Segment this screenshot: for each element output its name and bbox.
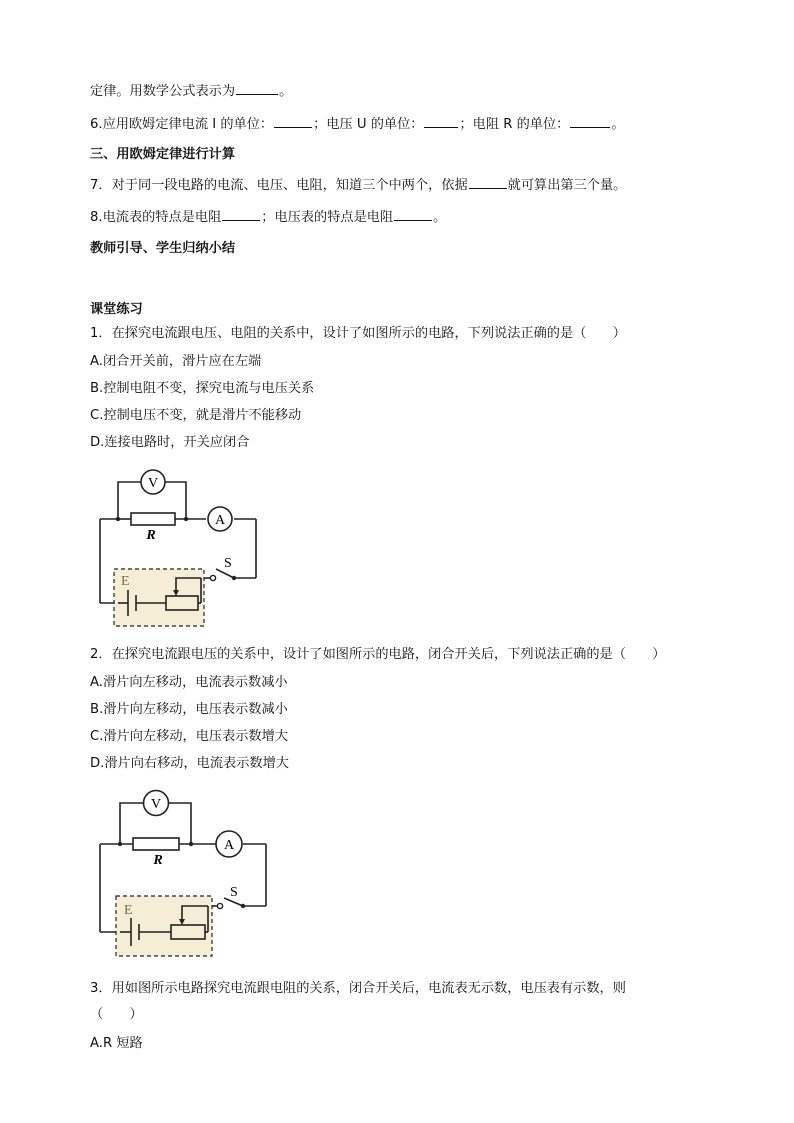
circuit-svg-2 [96,788,271,963]
question-1-option-b: B.控制电阻不变，探究电流与电压关系 [90,381,315,396]
answer-blank [570,115,610,128]
question-3-stem-continued: （ ） [90,1007,143,1022]
text-line-units [90,115,625,134]
line-7-suffix: 就可算出第三个量。 [507,178,627,193]
battery-label: E [124,903,133,918]
answer-blank [394,208,432,221]
voltmeter-label: V [150,797,162,812]
practice-heading: 课堂练习 [90,302,143,317]
law-formula-suffix: 。 [279,84,293,99]
resistor-symbol [131,513,175,525]
answer-blank [424,115,458,128]
question-1-option-c: C.控制电压不变，就是滑片不能移动 [90,408,302,423]
question-3-option-a: A.R 短路 [90,1036,143,1051]
line-8-part-2: ；电压表的特点是电阻 [261,210,394,225]
answer-blank [469,176,507,189]
circuit-svg-1 [96,466,261,631]
question-2-option-d: D.滑片向右移动，电流表示数增大 [90,756,289,771]
answer-blank [274,115,312,128]
voltmeter-label: V [147,476,159,491]
circuit-diagram-2 [96,788,271,963]
question-2-stem: 2．在探究电流跟电压的关系中，设计了如图所示的电路，闭合开关后，下列说法正确的是（ ） [90,647,666,662]
question-2-option-a: A.滑片向左移动，电流表示数减小 [90,675,288,690]
guide-heading: 教师引导、学生归纳小结 [90,241,236,256]
question-2-option-c: C.滑片向左移动，电压表示数增大 [90,729,289,744]
units-part-3: ；电阻 R 的单位： [459,117,570,132]
switch-label: S [224,556,232,571]
units-part-4: 。 [611,117,625,132]
question-1-option-d: D.连接电路时，开关应闭合 [90,435,250,450]
line-7-prefix: 7．对于同一段电路的电流、电压、电阻，知道三个中两个，依据 [90,178,468,193]
question-1-stem: 1．在探究电流跟电压、电阻的关系中，设计了如图所示的电路，下列说法正确的是（ ） [90,326,626,341]
text-line-7 [90,176,626,195]
units-part-2: ；电压 U 的单位： [313,117,424,132]
line-8-part-3: 。 [433,210,447,225]
resistor-symbol [133,838,179,850]
question-2-option-b: B.滑片向左移动，电压表示数减小 [90,702,288,717]
text-line-8 [90,208,446,227]
resistor-label: R [153,853,163,868]
law-formula-prefix: 定律。用数学公式表示为 [90,84,236,99]
battery-label: E [121,574,130,589]
section-heading-3: 三、用欧姆定律进行计算 [90,147,236,162]
resistor-label: R [146,528,156,543]
ammeter-label: A [223,838,235,853]
answer-blank [236,82,278,95]
answer-blank [222,208,260,221]
switch-label: S [230,885,238,900]
units-part-1: 6.应用欧姆定律电流 I 的单位： [90,117,274,132]
question-3-stem: 3．用如图所示电路探究电流跟电阻的关系，闭合开关后，电流表无示数，电压表有示数，则 [90,981,626,996]
text-line-law-formula [90,82,292,101]
ammeter-label: A [214,513,226,528]
line-8-part-1: 8.电流表的特点是电阻 [90,210,222,225]
question-1-option-a: A.闭合开关前，滑片应在左端 [90,354,262,369]
circuit-diagram-1 [96,466,261,631]
